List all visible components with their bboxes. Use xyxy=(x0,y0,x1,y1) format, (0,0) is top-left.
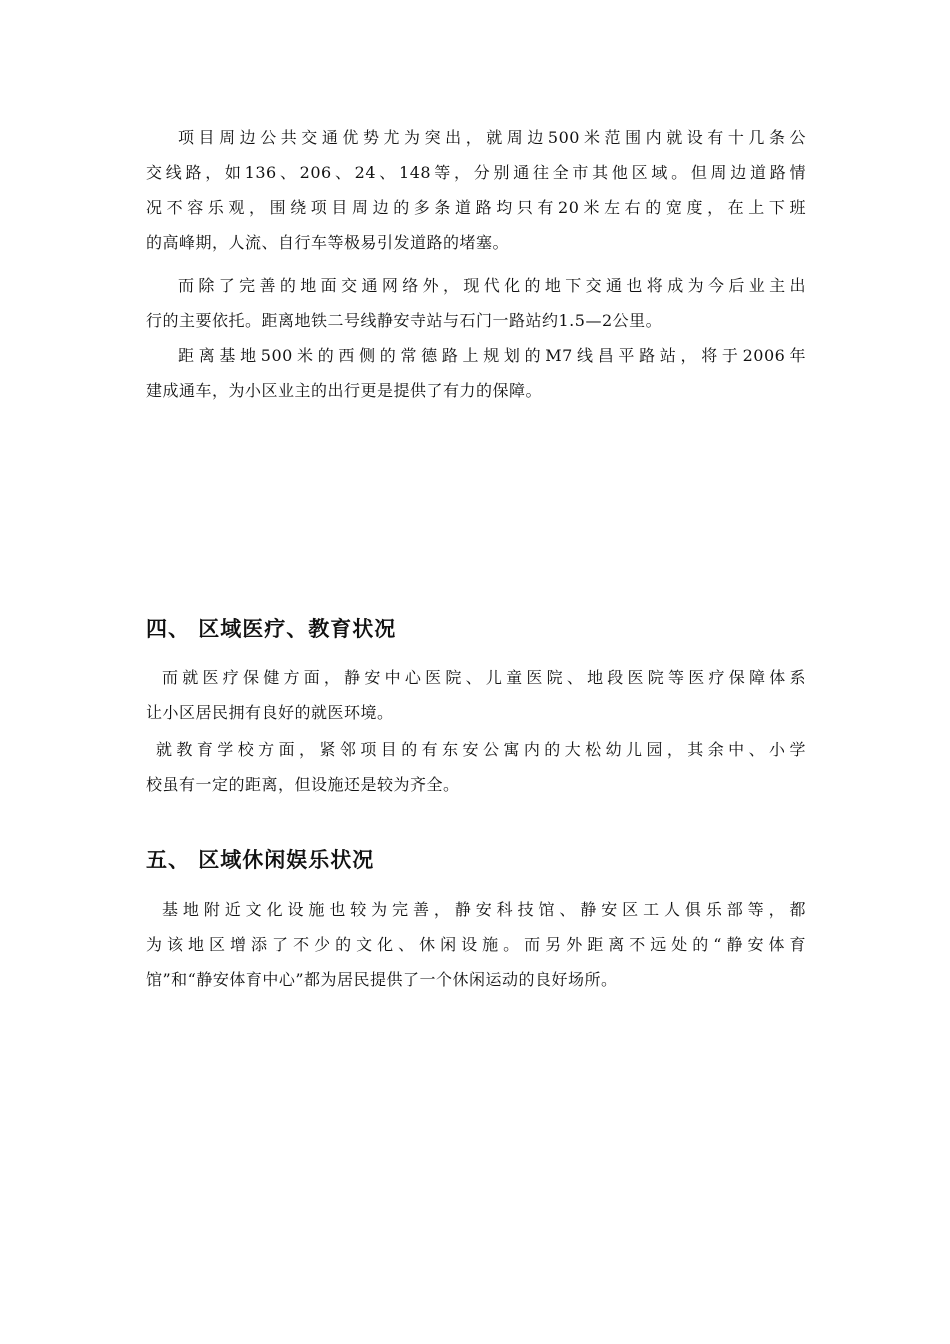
education-paragraph xyxy=(146,732,806,802)
paragraph-line: 距离基地500米的西侧的常德路上规划的M7线昌平路站，将于2006年 xyxy=(178,346,806,365)
m7-line-paragraph xyxy=(146,338,806,408)
leisure-paragraph xyxy=(146,892,806,997)
paragraph-line: 让小区居民拥有良好的就医环境。 xyxy=(146,703,394,722)
paragraph-line: 项目周边公共交通优势尤为突出，就周边500米范围内就设有十几条公 xyxy=(178,128,806,147)
paragraph-line: 交线路，如136、206、24、148等，分别通往全市其他区域。但周边道路情 xyxy=(146,163,806,182)
paragraph-line: 就教育学校方面，紧邻项目的有东安公寓内的大松幼儿园，其余中、小学 xyxy=(156,740,806,759)
paragraph-line: 基地附近文化设施也较为完善，静安科技馆、静安区工人俱乐部等，都 xyxy=(162,900,806,919)
paragraph-line: 校虽有一定的距离，但设施还是较为齐全。 xyxy=(146,775,460,794)
subway-paragraph xyxy=(146,268,806,338)
paragraph-line: 建成通车，为小区业主的出行更是提供了有力的保障。 xyxy=(146,381,543,400)
paragraph-line: 况不容乐观，围绕项目周边的多条道路均只有20米左右的宽度，在上下班 xyxy=(146,198,806,217)
paragraph-line: 行的主要依托。距离地铁二号线静安寺站与石门一路站约1.5—2公里。 xyxy=(146,311,663,330)
paragraph-line: 为该地区增添了不少的文化、休闲设施。而另外距离不远处的“静安体育 xyxy=(146,935,806,954)
paragraph-line: 而除了完善的地面交通网络外，现代化的地下交通也将成为今后业主出 xyxy=(178,276,806,295)
section-heading-medical-education: 四、 区域医疗、教育状况 xyxy=(146,617,397,641)
paragraph-line: 而就医疗保健方面，静安中心医院、儿童医院、地段医院等医疗保障体系 xyxy=(162,668,806,687)
paragraph-line: 的高峰期，人流、自行车等极易引发道路的堵塞。 xyxy=(146,233,510,252)
section-heading-leisure: 五、 区域休闲娱乐状况 xyxy=(146,848,375,872)
transport-paragraph xyxy=(146,120,806,260)
medical-paragraph xyxy=(146,660,806,730)
paragraph-line: 馆”和“静安体育中心”都为居民提供了一个休闲运动的良好场所。 xyxy=(146,970,618,989)
